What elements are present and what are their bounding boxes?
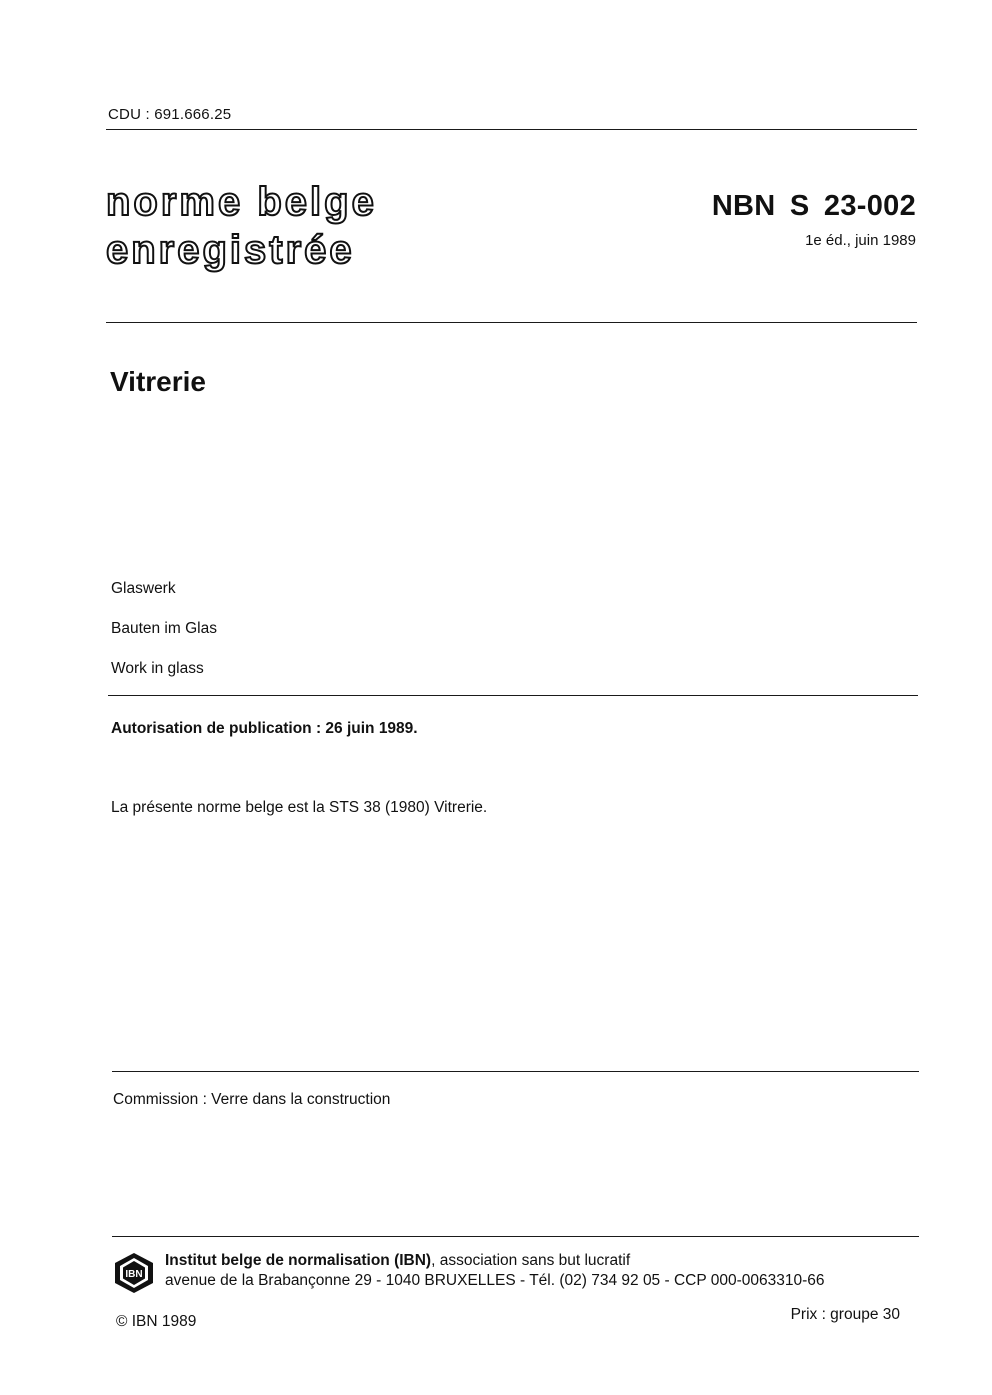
edition-date: 1e éd., juin 1989 [805, 232, 916, 249]
title-english: Work in glass [111, 660, 204, 677]
price-group: Prix : groupe 30 [790, 1306, 900, 1323]
header-rule-bottom [106, 322, 917, 323]
institute-address: avenue de la Brabançonne 29 - 1040 BRUXELLES - Tél. (02) 734 92 05 - CCP 000-0063310-66 [165, 1272, 825, 1289]
norme-belge-heading: norme belge [106, 180, 377, 224]
publication-authorization: Autorisation de publication : 26 juin 1989. [111, 720, 418, 737]
copyright: © IBN 1989 [116, 1313, 197, 1330]
title-german: Bauten im Glas [111, 620, 217, 637]
enregistree-heading: enregistrée [106, 228, 355, 272]
commission-text: Commission : Verre dans la construction [113, 1091, 391, 1108]
nbn-standard-code: NBN S 23-002 [711, 190, 916, 222]
titles-rule [108, 695, 918, 696]
ibn-logo-text: IBN [125, 1269, 143, 1280]
institute-suffix: , association sans but lucratif [431, 1252, 631, 1269]
footer-rule [112, 1236, 919, 1237]
cdu-code: CDU : 691.666.25 [108, 106, 232, 123]
standard-statement: La présente norme belge est la STS 38 (1980) Vitrerie. [111, 799, 488, 816]
institute-name: Institut belge de normalisation (IBN) [165, 1252, 432, 1269]
document-title: Vitrerie [110, 366, 206, 397]
title-dutch: Glaswerk [111, 580, 176, 597]
ibn-logo-icon [114, 1252, 154, 1294]
commission-rule [112, 1071, 919, 1072]
header-rule-top [106, 129, 917, 130]
institute-line [165, 1252, 630, 1270]
